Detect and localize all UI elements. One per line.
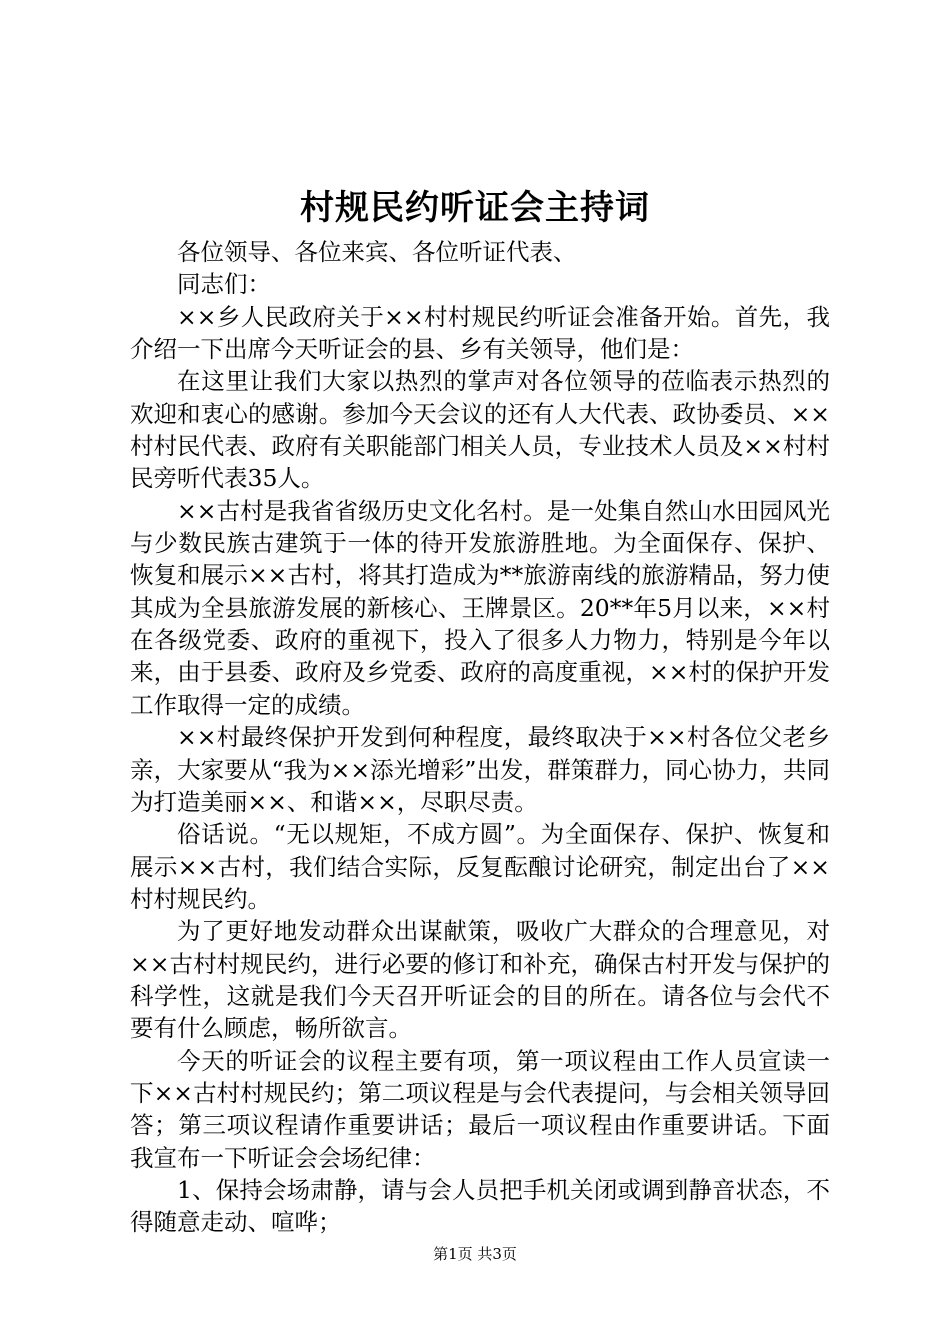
- paragraph-village-background: ××古村是我省省级历史文化名村。是一处集自然山水田园风光与少数民族古建筑于一体的待开发旅游胜地。为全面保存、保护、恢复和展示××古村，将其打造成为**旅游南线的旅游精品，努力使其成为全县旅游发展的新核心、王牌景区。20**年5月以来，××村在各级党委、政府的重视下，投入了很多人力物力，特别是今年以来，由于县委、政府及乡党委、政府的高度重视，××村的保护开发工作取得一定的成绩。: [130, 496, 830, 719]
- paragraph-comrades: 同志们：: [177, 270, 271, 299]
- paragraph-welcome: 在这里让我们大家以热烈的掌声对各位领导的莅临表示热烈的欢迎和衷心的感谢。参加今天会议的还有人大代表、政协委员、××村村民代表、政府有关职能部门相关人员，专业技术人员及××村村民旁听代表35人。: [130, 367, 830, 493]
- paragraph-villagers-role: ××村最终保护开发到何种程度，最终取决于××村各位父老乡亲，大家要从“我为××添光增彩”出发，群策群力，同心协力，共同为打造美丽××、和谐××，尽职尽责。: [130, 723, 830, 816]
- paragraph-salutation: 各位领导、各位来宾、各位听证代表、: [177, 238, 577, 266]
- paragraph-rule-1: 1、保持会场肃静，请与会人员把手机关闭或调到静音状态，不得随意走动、喧哗；: [130, 1175, 830, 1237]
- document-title: 村规民约听证会主持词: [300, 188, 650, 228]
- document-body: [130, 236, 830, 1239]
- paragraph-agenda: 今天的听证会的议程主要有项，第一项议程由工作人员宣读一下××古村村规民约；第二项议程是与会代表提问，与会相关领导回答；第三项议程请作重要讲话；最后一项议程由作重要讲话。下面我宣布一下听证会会场纪律：: [130, 1046, 830, 1172]
- paragraph-hearing-purpose: 为了更好地发动群众出谋献策，吸收广大群众的合理意见，对××古村村规民约，进行必要的修订和补充，确保古村开发与保护的科学性，这就是我们今天召开听证会的目的所在。请各位与会代不要有什么顾虑，畅所欲言。: [130, 917, 830, 1043]
- paragraph-opening: ××乡人民政府关于××村村规民约听证会准备开始。首先，我介绍一下出席今天听证会的县、乡有关领导，他们是：: [130, 302, 830, 364]
- page-footer: 第1页 共3页: [433, 1245, 517, 1263]
- paragraph-proverb: 俗话说。“无以规矩，不成方圆”。为全面保存、保护、恢复和展示××古村，我们结合实际，反复酝酿讨论研究，制定出台了××村村规民约。: [130, 820, 830, 913]
